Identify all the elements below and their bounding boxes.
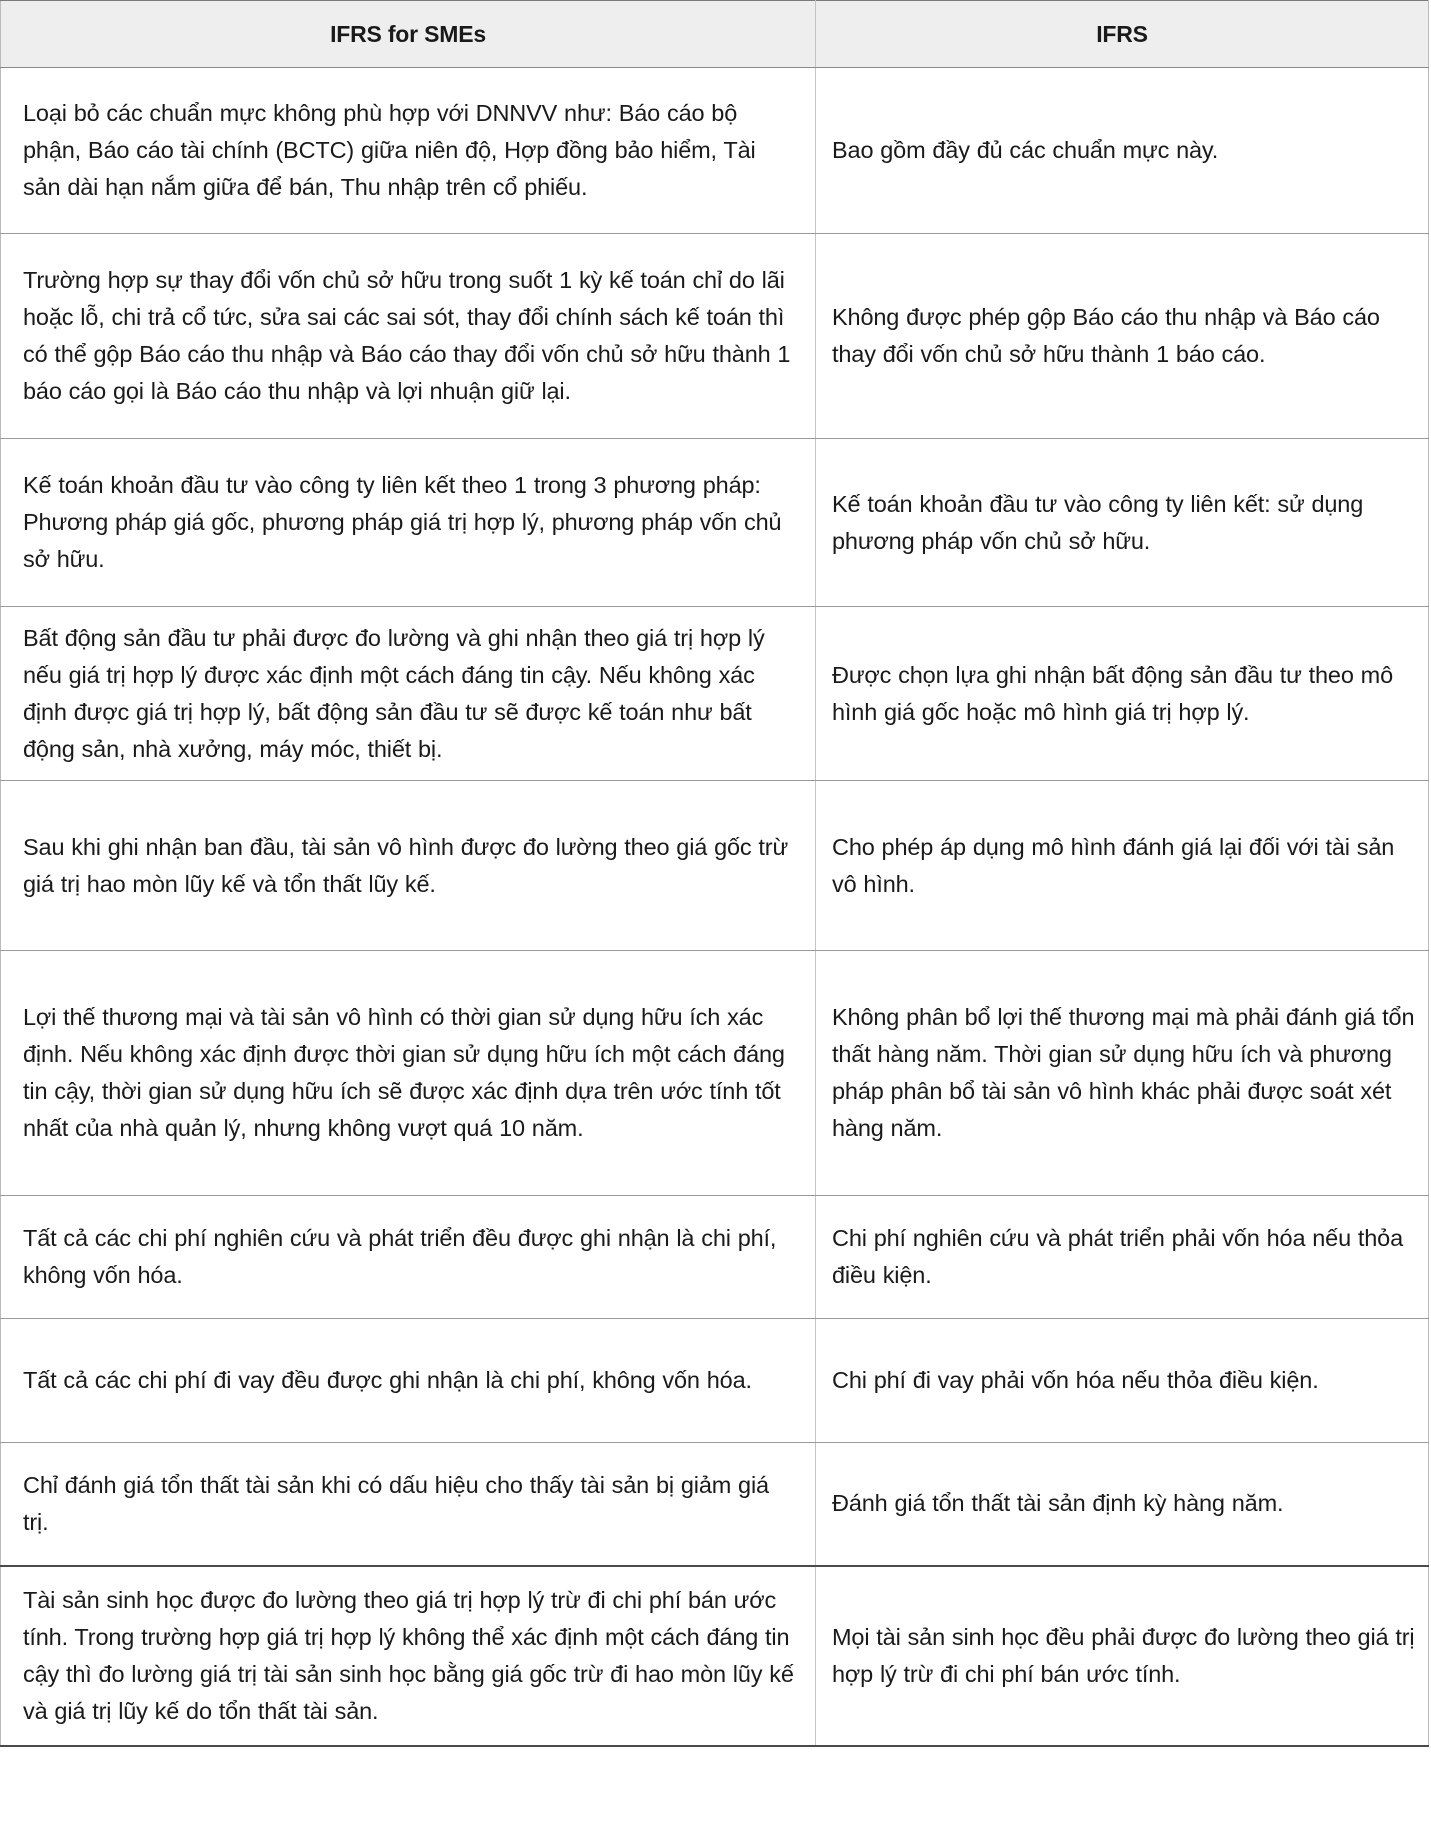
header-ifrs: IFRS [816, 1, 1429, 68]
cell-ifrs-for-smes: Lợi thế thương mại và tài sản vô hình có thời gian sử dụng hữu ích xác định. Nếu không xác định được thời gian sử dụng hữu ích một cách đáng tin cậy, thời gian sử dụng hữu ích sẽ được xác định dựa trên ước tính tốt nhất của nhà quản lý, nhưng không vượt quá 10 năm. [1, 951, 816, 1196]
cell-ifrs: Đánh giá tổn thất tài sản định kỳ hàng năm. [816, 1443, 1429, 1566]
cell-ifrs: Cho phép áp dụng mô hình đánh giá lại đối với tài sản vô hình. [816, 781, 1429, 951]
table-row [1, 439, 1429, 607]
cell-ifrs-for-smes: Tất cả các chi phí đi vay đều được ghi nhận là chi phí, không vốn hóa. [1, 1319, 816, 1443]
cell-ifrs-for-smes: Tài sản sinh học được đo lường theo giá trị hợp lý trừ đi chi phí bán ước tính. Trong trường hợp giá trị hợp lý không thể xác định một cách đáng tin cậy thì đo lường giá trị tài sản sinh học bằng giá gốc trừ đi hao mòn lũy kế và giá trị lũy kế do tổn thất tài sản. [1, 1566, 816, 1746]
table-header [1, 1, 1429, 68]
table-row [1, 68, 1429, 234]
cell-ifrs: Được chọn lựa ghi nhận bất động sản đầu tư theo mô hình giá gốc hoặc mô hình giá trị hợp lý. [816, 607, 1429, 781]
cell-ifrs-for-smes: Sau khi ghi nhận ban đầu, tài sản vô hình được đo lường theo giá gốc trừ giá trị hao mòn lũy kế và tổn thất lũy kế. [1, 781, 816, 951]
cell-ifrs-for-smes: Loại bỏ các chuẩn mực không phù hợp với DNNVV như: Báo cáo bộ phận, Báo cáo tài chính (BCTC) giữa niên độ, Hợp đồng bảo hiểm, Tài sản dài hạn nắm giữa để bán, Thu nhập trên cổ phiếu. [1, 68, 816, 234]
table-row [1, 1443, 1429, 1566]
cell-ifrs-for-smes: Tất cả các chi phí nghiên cứu và phát triển đều được ghi nhận là chi phí, không vốn hóa. [1, 1196, 816, 1319]
table-row [1, 234, 1429, 439]
cell-ifrs-for-smes: Trường hợp sự thay đổi vốn chủ sở hữu trong suốt 1 kỳ kế toán chỉ do lãi hoặc lỗ, chi trả cổ tức, sửa sai các sai sót, thay đổi chính sách kế toán thì có thể gộp Báo cáo thu nhập và Báo cáo thay đổi vốn chủ sở hữu thành 1 báo cáo gọi là Báo cáo thu nhập và lợi nhuận giữ lại. [1, 234, 816, 439]
cell-ifrs: Chi phí nghiên cứu và phát triển phải vốn hóa nếu thỏa điều kiện. [816, 1196, 1429, 1319]
table-row [1, 781, 1429, 951]
cell-ifrs-for-smes: Bất động sản đầu tư phải được đo lường và ghi nhận theo giá trị hợp lý nếu giá trị hợp lý được xác định một cách đáng tin cậy. Nếu không xác định được giá trị hợp lý, bất động sản đầu tư sẽ được kế toán như bất động sản, nhà xưởng, máy móc, thiết bị. [1, 607, 816, 781]
table-row [1, 1566, 1429, 1746]
header-row [1, 1, 1429, 68]
table-row [1, 1319, 1429, 1443]
cell-ifrs: Kế toán khoản đầu tư vào công ty liên kết: sử dụng phương pháp vốn chủ sở hữu. [816, 439, 1429, 607]
cell-ifrs-for-smes: Chỉ đánh giá tổn thất tài sản khi có dấu hiệu cho thấy tài sản bị giảm giá trị. [1, 1443, 816, 1566]
cell-ifrs: Không phân bổ lợi thế thương mại mà phải đánh giá tổn thất hàng năm. Thời gian sử dụng hữu ích và phương pháp phân bổ tài sản vô hình khác phải được soát xét hàng năm. [816, 951, 1429, 1196]
cell-ifrs: Mọi tài sản sinh học đều phải được đo lường theo giá trị hợp lý trừ đi chi phí bán ước tính. [816, 1566, 1429, 1746]
cell-ifrs: Không được phép gộp Báo cáo thu nhập và Báo cáo thay đổi vốn chủ sở hữu thành 1 báo cáo. [816, 234, 1429, 439]
cell-ifrs: Bao gồm đầy đủ các chuẩn mực này. [816, 68, 1429, 234]
table-row [1, 951, 1429, 1196]
table-row [1, 1196, 1429, 1319]
cell-ifrs: Chi phí đi vay phải vốn hóa nếu thỏa điều kiện. [816, 1319, 1429, 1443]
table-body [1, 68, 1429, 1746]
header-ifrs-for-smes: IFRS for SMEs [1, 1, 816, 68]
cell-ifrs-for-smes: Kế toán khoản đầu tư vào công ty liên kết theo 1 trong 3 phương pháp: Phương pháp giá gốc, phương pháp giá trị hợp lý, phương pháp vốn chủ sở hữu. [1, 439, 816, 607]
table-row [1, 607, 1429, 781]
